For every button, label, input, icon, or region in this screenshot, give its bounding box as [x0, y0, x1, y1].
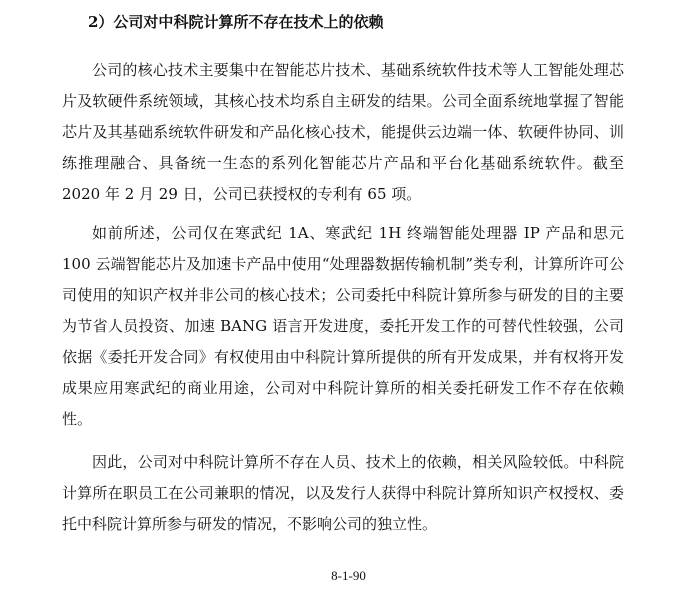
paragraph-core-technology: 公司的核心技术主要集中在智能芯片技术、基础系统软件技术等人工智能处理芯片及软硬件系统领域，其核心技术均系自主研发的结果。公司全面系统地掌握了智能芯片及其基础系统软件研发和产品化核心技术，能提供云边端一体、软硬件协同、训练推理融合、具备统一生态的系列化智能芯片产品和平台化基础系统软件。截至 2020 年 2 月 29 日，公司已获授权的专利有 65 项。 [62, 61, 624, 203]
paragraph-conclusion: 因此，公司对中科院计算所不存在人员、技术上的依赖，相关风险较低。中科院计算所在职员工在公司兼职的情况，以及发行人获得中科院计算所知识产权授权、委托中科院计算所参与研发的情况，不影响公司的独立性。 [62, 453, 624, 533]
paragraph-patent-usage: 如前所述，公司仅在寒武纪 1A、寒武纪 1H 终端智能处理器 IP 产品和思元 100 云端智能芯片及加速卡产品中使用“处理器数据传输机制”类专利，计算所许可公司使用的知识产权并非公司的核心技术；公司委托中科院计算所参与研发的目的主要为节省人员投资、加速 BANG 语言开发进度，委托开发工作的可替代性较强，公司依据《委托开发合同》有权使用由中科院计算所提供的所有开发成果，并有权将开发成果应用寒武纪的商业用途，公司对中科院计算所的相关委托研发工作不存在依赖性。 [62, 224, 624, 428]
section-heading: 2）公司对中科院计算所不存在技术上的依赖 [88, 13, 384, 31]
page-number: 8-1-90 [331, 568, 366, 583]
